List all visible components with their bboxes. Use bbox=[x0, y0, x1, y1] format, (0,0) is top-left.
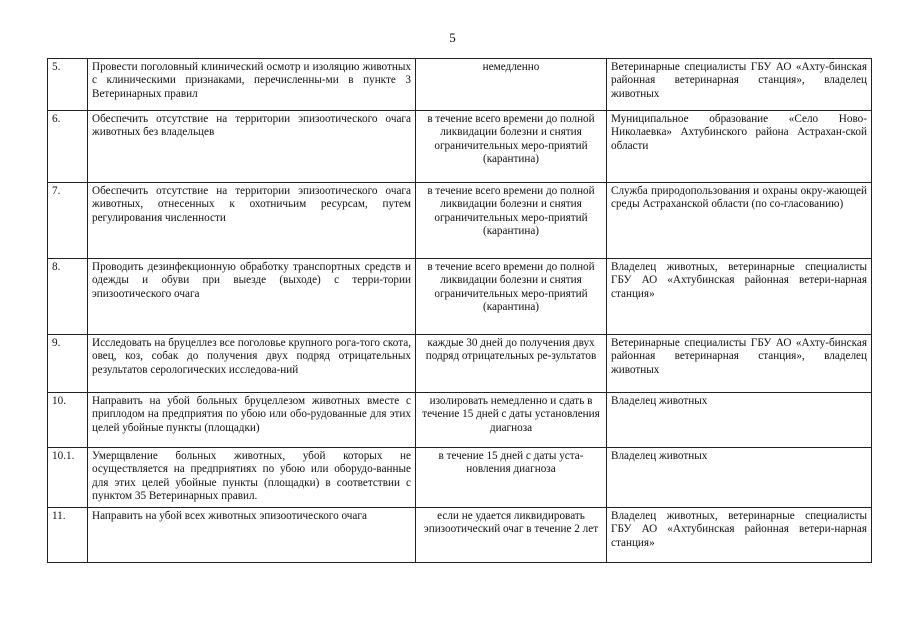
row-number: 10. bbox=[48, 393, 88, 448]
table-row bbox=[48, 111, 872, 183]
row-term: в течение всего времени до полной ликвидации болезни и снятия ограничительных меро-приятий (карантина) bbox=[416, 259, 607, 335]
row-responsible: Ветеринарные специалисты ГБУ АО «Ахту-бинская районная ветеринарная станция», владелец животных bbox=[607, 59, 872, 111]
row-term: в течение 15 дней с даты уста-новления диагноза bbox=[416, 448, 607, 508]
measures-table bbox=[47, 58, 872, 563]
row-action: Умерщвление больных животных, убой которых не осуществляется на предприятиях по убою или оборудо-ванные для этих целей убойные пункты (площадки) в соответствии с пунктом 35 Ветеринарных правил. bbox=[88, 448, 416, 508]
row-action: Обеспечить отсутствие на территории эпизоотического очага животных, отнесенных к охотничьим ресурсам, путем регулирования численности bbox=[88, 183, 416, 259]
row-number: 9. bbox=[48, 335, 88, 393]
row-action: Провести поголовный клинический осмотр и изоляцию животных с клиническими признаками, перечисленны-ми в пункте 3 Ветеринарных правил bbox=[88, 59, 416, 111]
row-number: 5. bbox=[48, 59, 88, 111]
row-term: каждые 30 дней до получения двух подряд отрицательных ре-зультатов bbox=[416, 335, 607, 393]
row-responsible: Ветеринарные специалисты ГБУ АО «Ахту-бинская районная ветеринарная станция», владелец животных bbox=[607, 335, 872, 393]
row-responsible: Владелец животных, ветеринарные специалисты ГБУ АО «Ахтубинская районная ветери-нарная станция» bbox=[607, 508, 872, 563]
row-action: Обеспечить отсутствие на территории эпизоотического очага животных без владельцев bbox=[88, 111, 416, 183]
row-term: немедленно bbox=[416, 59, 607, 111]
page-number: 5 bbox=[449, 30, 456, 45]
row-action: Исследовать на бруцеллез все поголовье крупного рога-того скота, овец, коз, собак до получения двух подряд отрицательных результатов серологических исследова-ний bbox=[88, 335, 416, 393]
row-term: в течение всего времени до полной ликвидации болезни и снятия ограничительных меро-приятий (карантина) bbox=[416, 183, 607, 259]
row-action: Проводить дезинфекционную обработку транспортных средств и одежды и обуви при выезде (выходе) с терри-тории эпизоотического очага bbox=[88, 259, 416, 335]
table-row bbox=[48, 259, 872, 335]
row-responsible: Служба природопользования и охраны окру-жающей среды Астраханской области (по со-гласованию) bbox=[607, 183, 872, 259]
row-number: 8. bbox=[48, 259, 88, 335]
row-responsible: Владелец животных bbox=[607, 393, 872, 448]
row-responsible: Владелец животных bbox=[607, 448, 872, 508]
row-action: Направить на убой всех животных эпизоотического очага bbox=[88, 508, 416, 563]
row-number: 11. bbox=[48, 508, 88, 563]
row-action: Направить на убой больных бруцеллезом животных вместе с приплодом на предприятия по убою или обо-рудованные для этих целей убойные пункты (площадки) bbox=[88, 393, 416, 448]
row-number: 6. bbox=[48, 111, 88, 183]
table-row bbox=[48, 508, 872, 563]
row-term: в течение всего времени до полной ликвидации болезни и снятия ограничительных меро-приятий (карантина) bbox=[416, 111, 607, 183]
table-row bbox=[48, 335, 872, 393]
row-number: 7. bbox=[48, 183, 88, 259]
row-responsible: Владелец животных, ветеринарные специалисты ГБУ АО «Ахтубинская районная ветери-нарная станция» bbox=[607, 259, 872, 335]
table-row bbox=[48, 59, 872, 111]
table-row bbox=[48, 448, 872, 508]
row-number: 10.1. bbox=[48, 448, 88, 508]
row-term: изолировать немедленно и сдать в течение 15 дней с даты установления диагноза bbox=[416, 393, 607, 448]
table-row bbox=[48, 183, 872, 259]
row-term: если не удается ликвидировать эпизоотический очаг в течение 2 лет bbox=[416, 508, 607, 563]
row-responsible: Муниципальное образование «Село Ново-Николаевка» Ахтубинского района Астрахан-ской области bbox=[607, 111, 872, 183]
table-row bbox=[48, 393, 872, 448]
